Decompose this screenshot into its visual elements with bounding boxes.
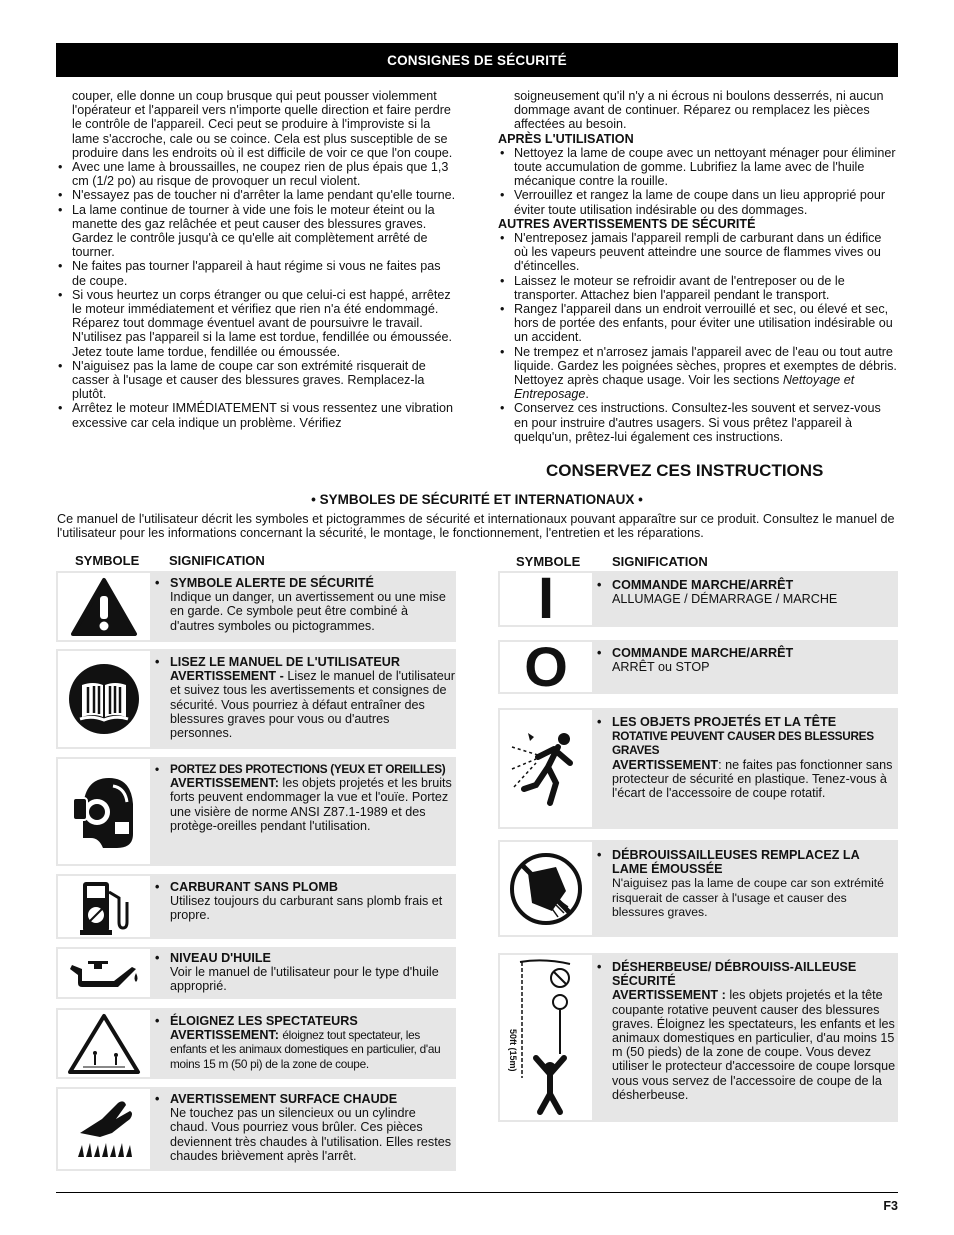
item-text: Ne faites pas tourner l'appareil à haut régime si vous ne faites pas de coupe. bbox=[72, 259, 441, 288]
bullet-item bbox=[498, 231, 898, 274]
page-number: F3 bbox=[883, 1199, 898, 1213]
section-header: CONSIGNES DE SÉCURITÉ bbox=[56, 43, 898, 77]
off-glyph: O bbox=[524, 635, 568, 698]
item-text: Conservez ces instructions. Consultez-les souvent et servez-vous en pour instruire d'autres usagers. Si vous prêtez l'appareil à quelqu'un, prêtez-lui également ces instructions. bbox=[514, 401, 881, 444]
item-text: couper, elle donne un coup brusque qui peut pousser violemment l'opérateur et l'appareil vers n'importe quelle direction et faire perdre le contrôle de l'appareil. Ceci peut se produire à l'improviste si la lame s'accroche, cale ou se coince. Cela est plus susceptible de se produire dans les endroits où il est difficile de voir ce que l'on coupe. bbox=[72, 89, 453, 160]
item-text: Arrêtez le moteur IMMÉDIATEMENT si vous ressentez une vibration excessive car cela indique un problème. Vérifiez bbox=[72, 401, 453, 430]
trimmer-safety-icon bbox=[500, 955, 592, 1120]
left-text-column bbox=[56, 89, 456, 430]
symbol-row-oil bbox=[56, 947, 456, 999]
symbol-row-hot-surface bbox=[56, 1087, 456, 1171]
oil-can-icon bbox=[58, 949, 150, 997]
symbol-row-on bbox=[498, 566, 898, 631]
no-sharpen-blade-icon bbox=[500, 842, 592, 935]
read-manual-icon bbox=[58, 651, 150, 747]
distance-label: 50ft (15m) bbox=[508, 1029, 518, 1072]
item-text: AUTRES AVERTISSEMENTS DE SÉCURITÉ bbox=[498, 216, 756, 231]
conservez-heading: CONSERVEZ CES INSTRUCTIONS bbox=[546, 461, 824, 480]
symbol-desc: ALLUMAGE / DÉMARRAGE / MARCHE bbox=[612, 592, 838, 607]
thrown-objects-icon bbox=[500, 710, 592, 827]
symbol-desc: les objets projetés et les bruits forts peuvent endommager la vue et l'ouïe. Portez une visière de norme ANSI Z87.1-1989 et des protège-oreilles pendant l'utilisation. bbox=[170, 776, 452, 833]
left-meaning-header: SIGNIFICATION bbox=[169, 553, 265, 568]
symbol-row-trimmer-safety bbox=[498, 953, 898, 1122]
bullet-item bbox=[56, 188, 456, 202]
symbol-desc: éloignez tout spectateur, les enfants et les animaux domestiques en particulier, d'au moins 15 m (50 pi) de la zone de coupe. bbox=[170, 1028, 441, 1071]
off-switch-icon bbox=[500, 635, 592, 698]
item-text: N'entreposez jamais l'appareil rempli de carburant dans un édifice où les vapeurs peuvent atteindre une source de flammes vives ou d'étincelles. bbox=[514, 231, 882, 274]
symbol-warning: AVERTISSEMENT : bbox=[612, 988, 730, 1003]
symbol-row-no-sharpen bbox=[498, 840, 898, 937]
symbol-desc: Utilisez toujours du carburant sans plomb frais et propre. bbox=[170, 894, 443, 923]
item-text: Ne trempez et n'arrosez jamais l'appareil avec de l'eau ou tout autre liquide. Gardez les poignées sèches, propres et exemptes de débris. Nettoyez après chaque usage. Voir les sections bbox=[514, 344, 897, 388]
symbol-warning: AVERTISSEMENT: bbox=[170, 1028, 283, 1043]
bullet-item bbox=[498, 274, 898, 302]
bullet-item bbox=[56, 259, 456, 287]
item-text: Laissez le moteur se refroidir avant de l'entreposer ou de le transporter. Attachez bien l'appareil pendant le transport. bbox=[514, 273, 845, 302]
symbol-row-off bbox=[498, 635, 898, 698]
symbol-desc: Ne touchez pas un silencieux ou un cylindre chaud. Vous pourriez vous brûler. Ces pièces deviennent très chaudes à l'utilisation. Elles restes chaudes brièvement après l'arrêt. bbox=[170, 1106, 452, 1163]
alert-triangle-icon bbox=[58, 573, 150, 640]
item-italic: Nettoyage et Entreposage bbox=[514, 373, 855, 402]
right-text-column bbox=[498, 89, 898, 444]
symbol-title-cont: ROTATIVE PEUVENT CAUSER DES BLESSURES GRAVES bbox=[612, 729, 874, 758]
symbol-row-alert bbox=[56, 571, 456, 642]
symbol-warning: AVERTISSEMENT: bbox=[170, 776, 283, 791]
symbol-title: • COMMANDE MARCHE/ARRÊT bbox=[597, 646, 897, 660]
symbol-title: • DÉBROUISSAILLEUSES REMPLACEZ LA LAME ÉMOUSSÉE bbox=[597, 848, 897, 876]
symbol-title: • COMMANDE MARCHE/ARRÊT bbox=[597, 578, 897, 592]
symbol-title: • LES OBJETS PROJETÉS ET LA TÊTE bbox=[597, 715, 897, 729]
symbol-row-protection bbox=[56, 757, 456, 866]
symbol-title: • LISEZ LE MANUEL DE L'UTILISATEUR bbox=[155, 655, 455, 669]
item-text: La lame continue de tourner à vide une fois le moteur éteint ou la manette des gaz relâchée et peut causer des blessures graves. Gardez le contrôle jusqu'à ce qu'elle ait complètement arrêté de tourner. bbox=[72, 202, 435, 260]
item-text: Nettoyez la lame de coupe avec un nettoyant ménager pour éliminer toute accumulation de gomme. Lubrifiez la lame avec de l'huile mécanique contre la rouille. bbox=[514, 145, 896, 189]
item-text: N'aiguisez pas la lame de coupe car son extrémité risquerait de casser à l'usage et causer des blessures graves. Remplacez-la plutôt. bbox=[72, 358, 426, 402]
hot-surface-icon bbox=[58, 1089, 150, 1169]
bullet-item bbox=[498, 146, 898, 189]
item-text: Rangez l'appareil dans un endroit verrouillé et sec, ou élevé et sec, hors de portée des enfants, pour éviter une utilisation indésirable ou un accident. bbox=[514, 302, 893, 345]
item-text: APRÈS L'UTILISATION bbox=[498, 131, 634, 146]
symbol-row-bystanders bbox=[56, 1008, 456, 1079]
symbol-desc: Voir le manuel de l'utilisateur pour le type d'huile approprié. bbox=[170, 965, 439, 994]
bystanders-icon bbox=[58, 1010, 150, 1077]
symbols-intro: Ce manuel de l'utilisateur décrit les symboles et pictogrammes de sécurité et internationaux pouvant apparaître sur ce produit. Consultez le manuel de l'utilisateur pour les informations concernant la sécurité, le montage, le fonctionnement, l'entretien et les réparations. bbox=[57, 512, 895, 541]
subsection-heading bbox=[498, 217, 898, 231]
fuel-pump-icon bbox=[58, 876, 150, 937]
item-text: Avec une lame à broussailles, ne coupez rien de plus épais que 1,3 cm (1/2 po) au risque de provoquer un recul violent. bbox=[72, 160, 449, 189]
symbol-title: • CARBURANT SANS PLOMB bbox=[155, 880, 455, 894]
on-glyph: I bbox=[537, 566, 555, 631]
item-text: Verrouillez et rangez la lame de coupe dans un lieu approprié pour éviter toute utilisation indésirable ou des dommages. bbox=[514, 188, 886, 217]
symbol-desc: N'aiguisez pas la lame de coupe car son extrémité risquerait de casser à l'usage et causer des blessures graves. bbox=[612, 876, 884, 919]
symbol-title: • SYMBOLE ALERTE DE SÉCURITÉ bbox=[155, 576, 455, 590]
right-symbol-header: SYMBOLE bbox=[516, 554, 581, 569]
footer-rule bbox=[56, 1192, 898, 1193]
bullet-item bbox=[498, 188, 898, 216]
eye-ear-protection-icon bbox=[58, 759, 150, 864]
symbol-title: • DÉSHERBEUSE/ DÉBROUISS-AILLEUSE SÉCURITÉ bbox=[597, 960, 897, 988]
symbol-row-thrown-objects bbox=[498, 708, 898, 829]
item-after: . bbox=[585, 387, 589, 402]
bullet-item bbox=[56, 203, 456, 260]
symbol-title: • PORTEZ DES PROTECTIONS (YEUX ET OREILLES) bbox=[155, 762, 455, 776]
on-switch-icon bbox=[500, 566, 592, 631]
symbol-title: • AVERTISSEMENT SURFACE CHAUDE bbox=[155, 1092, 455, 1106]
bullet-item bbox=[498, 302, 898, 345]
left-symbol-header: SYMBOLE bbox=[75, 553, 140, 568]
right-meaning-header: SIGNIFICATION bbox=[612, 554, 708, 569]
symbol-warning: AVERTISSEMENT - bbox=[170, 669, 288, 684]
bullet-item bbox=[56, 401, 456, 429]
symbol-desc: les objets projetés et la tête coupante rotative peuvent causer des blessures graves. Éloignez les spectateurs, les enfants et les animaux domestiques en particulier, d'au moins 15 m (50 pieds) de la zone de coupe. Vous devez utiliser le protecteur d'accessoire de coupe lorsque vous vous servez de l'accessoire de coupe de la désherbeuse. bbox=[612, 988, 896, 1102]
symbol-desc: Indique un danger, un avertissement ou une mise en garde. Ce symbole peut être combiné à d'autres symboles ou pictogrammes. bbox=[170, 590, 446, 633]
bullet-item bbox=[56, 160, 456, 188]
symbol-desc: ARRÊT ou STOP bbox=[612, 660, 710, 675]
symbol-title: • ÉLOIGNEZ LES SPECTATEURS bbox=[155, 1014, 455, 1028]
symbol-desc: : ne faites pas fonctionner sans protecteur de sécurité en plastique. Tenez-vous à l'écart de l'accessoire de coupe rotatif. bbox=[612, 757, 893, 801]
item-text: Si vous heurtez un corps étranger ou que celui-ci est happé, arrêtez le moteur immédiatement et vérifiez que rien n'a été endommagé. Réparez tout dommage éventuel avant de poursuivre le travail. N'utilisez pas l'appareil si la lame est tordue, fendillée ou émoussée. Jetez toute lame tordue, fendillée ou émoussée. bbox=[72, 287, 453, 359]
symbol-row-manual bbox=[56, 649, 456, 749]
bullet-item bbox=[498, 401, 898, 444]
subsection-heading bbox=[498, 132, 898, 146]
item-text: soigneusement qu'il n'y a ni écrous ni boulons desserrés, ni aucun dommage avant de continuer. Réparez ou remplacez les pièces affectées au besoin. bbox=[514, 89, 884, 132]
paragraph-continuation bbox=[56, 89, 456, 160]
symbol-row-fuel bbox=[56, 874, 456, 939]
symbol-desc: Lisez le manuel de l'utilisateur et suivez tous les avertissements et consignes de sécurité. Vous pourriez à défaut entraîner des blessures graves pour vous ou d'autres personnes. bbox=[170, 669, 455, 741]
paragraph-continuation bbox=[498, 89, 898, 132]
symbol-title: • NIVEAU D'HUILE bbox=[155, 951, 455, 965]
symbol-warning: AVERTISSEMENT bbox=[612, 757, 719, 772]
bullet-item bbox=[498, 345, 898, 402]
symbols-title: • SYMBOLES DE SÉCURITÉ ET INTERNATIONAUX • bbox=[311, 492, 643, 507]
item-text: N'essayez pas de toucher ni d'arrêter la lame pendant qu'elle tourne. bbox=[72, 188, 456, 203]
bullet-item bbox=[56, 359, 456, 402]
bullet-item bbox=[56, 288, 456, 359]
